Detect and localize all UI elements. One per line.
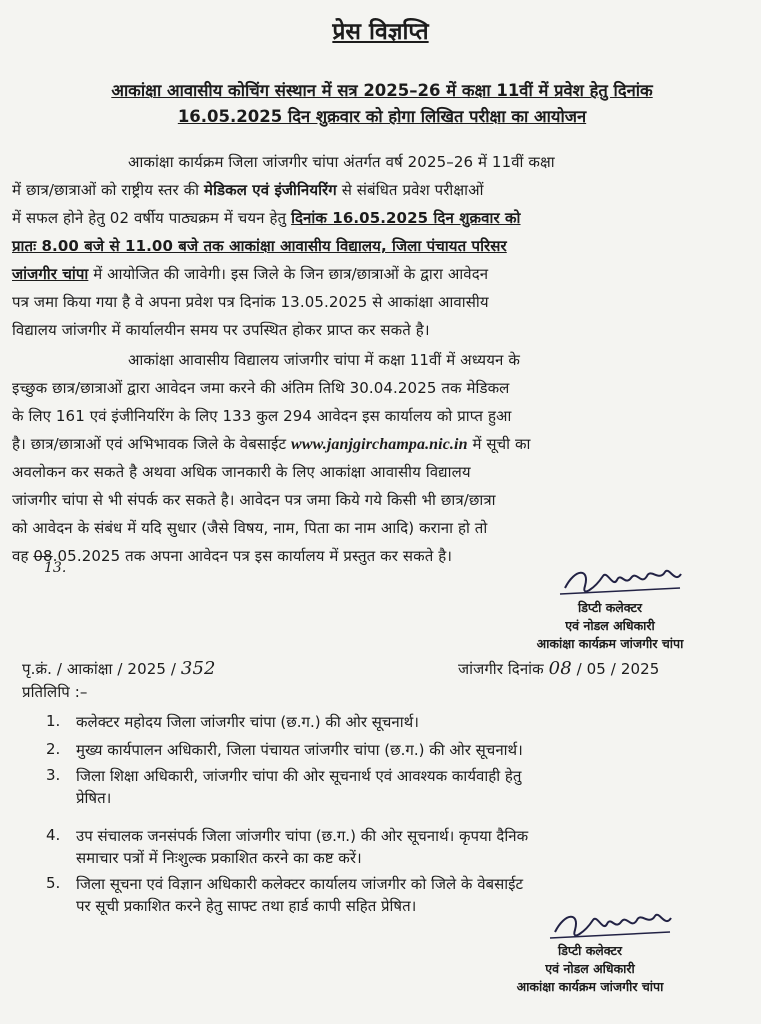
para2-line-8 — [12, 546, 452, 566]
signatory-designation: डिप्टी कलेक्टर — [557, 943, 623, 958]
para2-line-6: जांजगीर चांपा से भी संपर्क कर सकते है। आवेदन पत्र जमा किये गये किसी भी छात्र/छात्रा — [12, 491, 496, 509]
copy-item-1-line-1: कलेक्टर महोदय जिला जांजगीर चांपा (छ.ग.) की ओर सूचनार्थ। — [76, 713, 419, 731]
para1-bold-text: मेडिकल एवं इंजीनियरिंग — [204, 181, 337, 199]
copy-item-4-line-2: समाचार पत्रों में निःशुल्क प्रकाशित करने का कष्ट करें। — [76, 849, 362, 867]
para2-line-3: के लिए 161 एवं इंजीनियरिंग के लिए 133 कुल 294 आवेदन इस कार्यालय को प्राप्त हुआ — [12, 407, 512, 425]
headline-line-2: 16.05.2025 दिन शुक्रवार को होगा लिखित परीक्षा का आयोजन — [177, 107, 587, 126]
signatory-designation: डिप्टी कलेक्टर — [577, 600, 643, 615]
para1-text: में सफल होने हेतु 02 वर्षीय पाठ्यक्रम में चयन हेतु — [12, 209, 292, 227]
signatory-role: एवं नोडल अधिकारी — [545, 961, 635, 976]
copy-item-4-line-1: उप संचालक जनसंपर्क जिला जांजगीर चांपा (छ.ग.) की ओर सूचनार्थ। कृपया दैनिक — [76, 827, 529, 845]
para1-text: से संबंधित प्रवेश परीक्षाओं — [336, 181, 484, 199]
para1-line-5 — [12, 264, 488, 284]
copy-item-2-num: 2. — [46, 740, 61, 758]
signatory-role: एवं नोडल अधिकारी — [565, 618, 655, 633]
copy-item-1-num: 1. — [46, 712, 61, 730]
ref-label: पृ.क्रं. / आकांक्षा / 2025 / — [22, 660, 181, 678]
signatory-block-1 — [495, 599, 725, 653]
handwritten-correction: 13. — [44, 560, 67, 576]
place-date-label: जांजगीर दिनांक — [458, 660, 549, 678]
copy-to-label: प्रतिलिपि :– — [22, 683, 88, 701]
signatory-block-2 — [470, 942, 710, 996]
signatory-office: आकांक्षा कार्यक्रम जांजगीर चांपा — [536, 636, 684, 651]
para1-line-2 — [12, 180, 484, 200]
para1-line-3 — [12, 208, 521, 228]
copy-item-5-line-1: जिला सूचना एवं विज्ञान अधिकारी कलेक्टर कार्यालय जांजगीर को जिले के वेबसाईट — [76, 875, 524, 893]
signatory-office: आकांक्षा कार्यक्रम जांजगीर चांपा — [516, 979, 664, 994]
para1-line-4: प्रातः 8.00 बजे से 11.00 बजे तक आकांक्षा आवासीय विद्यालय, जिला पंचायत परिसर — [12, 237, 507, 255]
copy-item-3-line-2: प्रेषित। — [76, 789, 112, 807]
para1-line-7: विद्यालय जांजगीर में कार्यालयीन समय पर उपस्थित होकर प्राप्त कर सकते है। — [12, 321, 430, 339]
para2-text: वह — [12, 547, 34, 565]
copy-item-3-num: 3. — [46, 766, 61, 784]
para2-line-2: इच्छुक छात्र/छात्राओं द्वारा आवेदन जमा करने की अंतिम तिथि 30.04.2025 तक मेडिकल — [12, 379, 510, 397]
copy-item-5-num: 5. — [46, 874, 61, 892]
headline-line-1: आकांक्षा आवासीय कोचिंग संस्थान में सत्र 2025–26 में कक्षा 11वीं में प्रवेश हेतु दिनांक — [111, 81, 653, 100]
copy-item-4-num: 4. — [46, 826, 61, 844]
para2-line-5: अवलोकन कर सकते है अथवा अधिक जानकारी के लिए आकांक्षा आवासीय विद्यालय — [12, 463, 471, 481]
date-rest: / 05 / 2025 — [571, 660, 660, 678]
struck-date: 08 — [33, 547, 53, 565]
para2-text: में सूची का — [467, 435, 531, 453]
ref-number-handwritten: 352 — [180, 658, 216, 679]
date-handwritten: 08 — [548, 658, 572, 679]
website-url: www.janjgirchampa.nic.in — [291, 436, 468, 453]
para1-text: में आयोजित की जावेगी। इस जिले के जिन छात्र/छात्राओं के द्वारा आवेदन — [88, 265, 489, 283]
copy-item-2-line-1: मुख्य कार्यपालन अधिकारी, जिला पंचायत जांजगीर चांपा (छ.ग.) की ओर सूचनार्थ। — [76, 741, 523, 759]
para1-text: में छात्र/छात्राओं को राष्ट्रीय स्तर की — [12, 181, 205, 199]
venue-text: जांजगीर चांपा — [12, 265, 89, 283]
para2-line-7: को आवेदन के संबंध में यदि सुधार (जैसे विषय, नाम, पिता का नाम आदि) कराना हो तो — [12, 519, 488, 537]
para1-line-6: पत्र जमा किया गया है वे अपना प्रवेश पत्र दिनांक 13.05.2025 से आकांक्षा आवासीय — [12, 293, 489, 311]
reference-number — [22, 658, 216, 679]
para2-line-4 — [12, 434, 531, 454]
para2-text: .05.2025 तक अपना आवेदन पत्र इस कार्यालय में प्रस्तुत कर सकते है। — [52, 547, 453, 565]
place-date — [458, 658, 659, 679]
page-title: प्रेस विज्ञप्ति — [332, 19, 429, 45]
para2-line-1: आकांक्षा आवासीय विद्यालय जांजगीर चांपा में कक्षा 11वीं में अध्ययन के — [128, 351, 520, 369]
exam-date-text: दिनांक 16.05.2025 दिन शुक्रवार को — [291, 209, 521, 227]
para1-line-1: आकांक्षा कार्यक्रम जिला जांजगीर चांपा अंतर्गत वर्ष 2025–26 में 11वीं कक्षा — [128, 153, 555, 171]
para2-text: है। छात्र/छात्राओं एवं अभिभावक जिले के वेबसाईट — [12, 435, 292, 453]
copy-item-5-line-2: पर सूची प्रकाशित करने हेतु साफ्ट तथा हार्ड कापी सहित प्रेषित। — [76, 897, 417, 915]
copy-item-3-line-1: जिला शिक्षा अधिकारी, जांजगीर चांपा की ओर सूचनार्थ एवं आवश्यक कार्यवाही हेतु — [76, 767, 522, 785]
